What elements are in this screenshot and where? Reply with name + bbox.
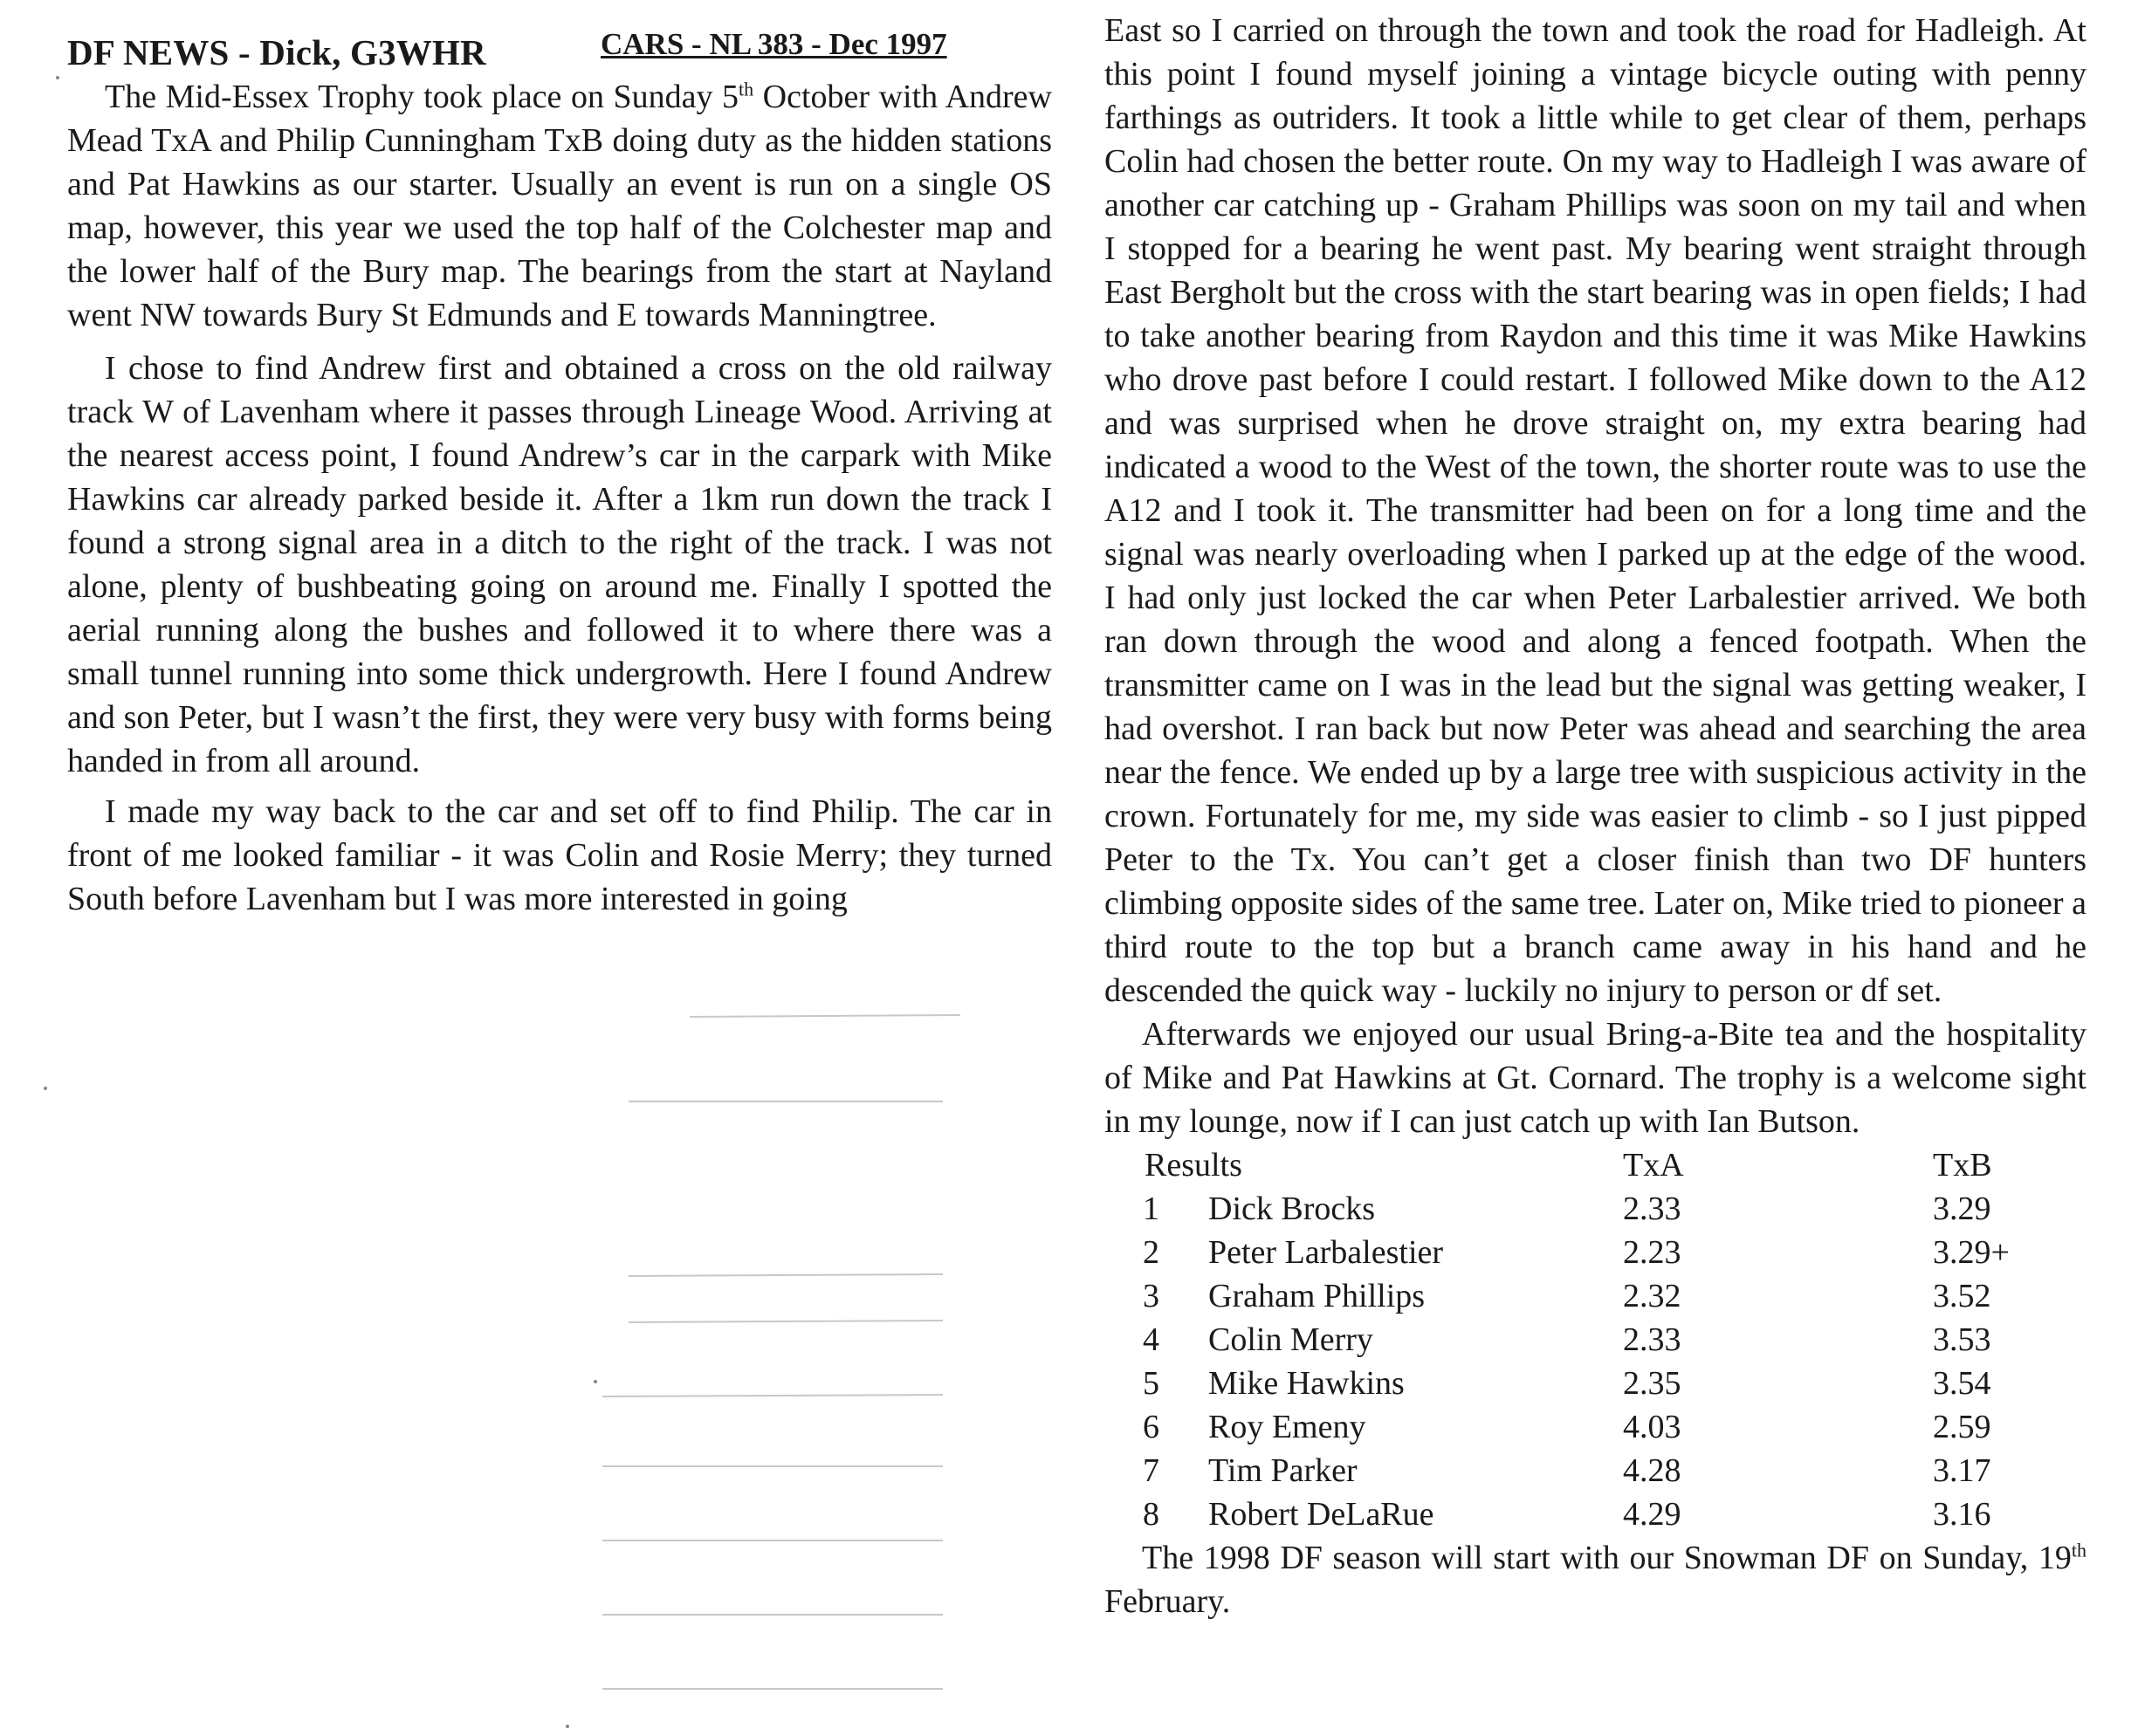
scan-speck: [594, 1380, 597, 1383]
result-rank: 4: [1143, 1321, 1159, 1358]
right-column: [1104, 9, 2086, 1623]
right-paragraph-continued: East so I carried on through the town and took the road for Hadleigh. At this point I found myself joining a vintage bicycle outing with penny farthings as outriders. It took a little while to get clear of them, perhaps Colin had chosen the better route. On my way to Hadleigh I was aware of another car catching up - Graham Phillips was soon on my tail and when I stopped for a bearing he went past. My bearing went straight through East Bergholt but the cross with the start bearing was in open fields; I had to take another bearing from Raydon and this time it was Mike Hawkins who drove past before I could restart. I followed Mike down to the A12 and was surprised when he drove straight on, my extra bearing had indicated a wood to the West of the town, the shorter route was to use the A12 and I took it. The transmitter had been on for a long time and the signal was nearly overloading when I parked up at the edge of the wood. I had only just locked the car when Peter Larbalestier arrived. We both ran down through the wood and along a fenced footpath. When the transmitter came on I was in the lead but the signal was getting weaker, I had overshot. I ran back but now Peter was ahead and searching the area near the fence. We ended up by a large tree with suspicious activity in the crown. Fortunately for me, my side was easier to climb - so I just pipped Peter to the Tx. You can’t get a closer finish than two DF hunters climbing opposite sides of the same tree. Later on, Mike tried to pioneer a third route to the top but a branch came away in his hand and he descended the quick way - luckily no injury to person or df set.: [1104, 12, 2086, 1009]
result-name: Colin Merry: [1208, 1321, 1373, 1358]
result-txa: 2.35: [1623, 1365, 1681, 1402]
results-row: [1104, 1405, 2086, 1449]
results-table: [1104, 1143, 2086, 1536]
scan-streak: [629, 1274, 943, 1276]
result-rank: 3: [1143, 1278, 1159, 1314]
results-row: [1104, 1449, 2086, 1492]
result-txb: 2.59: [1933, 1409, 1991, 1445]
results-row: [1104, 1362, 2086, 1405]
results-row: [1104, 1318, 2086, 1362]
result-rank: 6: [1143, 1409, 1159, 1445]
result-name: Tim Parker: [1208, 1452, 1358, 1489]
issue-label: CARS - NL 383 - Dec 1997: [601, 27, 947, 61]
result-rank: 8: [1143, 1496, 1159, 1533]
left-p1-superscript: th: [739, 78, 754, 100]
closing-text-a: The 1998 DF season will start with our Snowman DF on Sunday, 19: [1142, 1540, 2072, 1576]
results-col-txb: TxB: [1933, 1147, 1992, 1184]
left-paragraph-2: I chose to find Andrew first and obtained a cross on the old railway track W of Lavenham where it passes through Lineage Wood. Arriving at the nearest access point, I found Andrew’s car in the carpark with Mike Hawkins car already parked beside it. After a 1km run down the track I found a strong signal area in a ditch to the right of the track. I was not alone, plenty of bushbeating going on around me. Finally I spotted the aerial running along the bushes and followed it to where there was a small tunnel running into some thick undergrowth. Here I found Andrew and son Peter, but I wasn’t the first, they were very busy with forms being handed in from all around.: [67, 350, 1052, 779]
result-rank: 5: [1143, 1365, 1159, 1402]
left-p1-text-a: The Mid-Essex Trophy took place on Sunday 5: [105, 79, 739, 115]
result-name: Dick Brocks: [1208, 1190, 1376, 1227]
result-txa: 2.33: [1623, 1321, 1681, 1358]
results-row: [1104, 1492, 2086, 1536]
result-txa: 2.33: [1623, 1190, 1681, 1227]
result-rank: 2: [1143, 1234, 1159, 1271]
header-row: [67, 27, 1052, 75]
result-txb: 3.52: [1933, 1278, 1991, 1314]
result-txa: 4.29: [1623, 1496, 1681, 1533]
result-name: Mike Hawkins: [1208, 1365, 1405, 1402]
closing-text-b: February.: [1104, 1583, 1231, 1620]
closing-paragraph: [1104, 1536, 2086, 1623]
result-txa: 4.28: [1623, 1452, 1681, 1489]
result-txa: 4.03: [1623, 1409, 1681, 1445]
result-txb: 3.54: [1933, 1365, 1991, 1402]
results-row: [1104, 1187, 2086, 1231]
result-txb: 3.29+: [1933, 1234, 2010, 1271]
result-txa: 2.32: [1623, 1278, 1681, 1314]
result-txb: 3.53: [1933, 1321, 1991, 1358]
results-header-row: [1104, 1143, 2086, 1187]
right-paragraph-2: Afterwards we enjoyed our usual Bring-a-Bite tea and the hospitality of Mike and Pat Hawkins at Gt. Cornard. The trophy is a welcome sight in my lounge, now if I can just catch up with Ian Butson.: [1104, 1016, 2086, 1140]
result-name: Roy Emeny: [1208, 1409, 1366, 1445]
left-paragraph-1: [67, 75, 1052, 337]
result-txb: 3.17: [1933, 1452, 1991, 1489]
result-txb: 3.29: [1933, 1190, 1991, 1227]
scan-speck: [44, 1087, 47, 1090]
scan-speck: [566, 1725, 569, 1728]
result-name: Graham Phillips: [1208, 1278, 1426, 1314]
scan-streak: [629, 1321, 943, 1322]
left-p1-text-b: October with Andrew Mead TxA and Philip Cunningham TxB doing duty as the hidden stations and Pat Hawkins as our starter. Usually an event is run on a single OS map, however, this year we used the top half of the Colchester map and the lower half of the Bury map. The bearings from the start at Nayland went NW towards Bury St Edmunds and E towards Manningtree.: [67, 79, 1052, 333]
scan-speck: [56, 76, 59, 79]
results-row: [1104, 1274, 2086, 1318]
results-heading: Results: [1145, 1147, 1242, 1184]
scan-streak: [602, 1395, 943, 1396]
scan-streak: [690, 1015, 960, 1017]
left-paragraph-3: I made my way back to the car and set off to find Philip. The car in front of me looked familiar - it was Colin and Rosie Merry; they turned South before Lavenham but I was more interested in going: [67, 793, 1052, 917]
left-column: [67, 27, 1052, 921]
result-txa: 2.23: [1623, 1234, 1681, 1271]
closing-superscript: th: [2071, 1539, 2086, 1561]
result-rank: 7: [1143, 1452, 1159, 1489]
results-col-txa: TxA: [1623, 1147, 1684, 1184]
article-title: DF NEWS - Dick, G3WHR: [67, 32, 486, 72]
result-rank: 1: [1143, 1190, 1159, 1227]
result-txb: 3.16: [1933, 1496, 1991, 1533]
result-name: Robert DeLaRue: [1208, 1496, 1434, 1533]
results-row: [1104, 1231, 2086, 1274]
result-name: Peter Larbalestier: [1208, 1234, 1444, 1271]
